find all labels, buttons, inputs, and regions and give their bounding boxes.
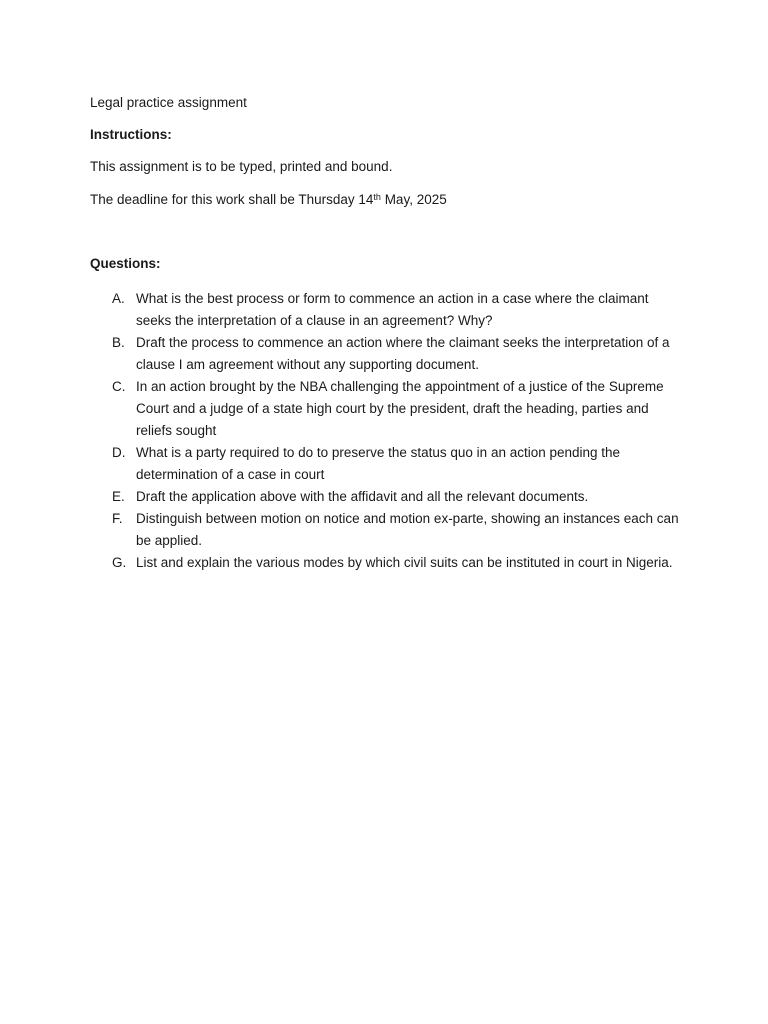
question-letter: G. bbox=[112, 555, 127, 570]
deadline-suffix: May, 2025 bbox=[380, 192, 447, 207]
questions-heading: Questions: bbox=[90, 256, 161, 271]
question-letter: B. bbox=[112, 335, 125, 350]
question-item bbox=[112, 332, 682, 376]
question-letter: E. bbox=[112, 489, 125, 504]
deadline-line bbox=[90, 191, 447, 209]
instructions-heading: Instructions: bbox=[90, 127, 172, 142]
question-letter: D. bbox=[112, 445, 126, 460]
question-item bbox=[112, 508, 682, 552]
question-letter: F. bbox=[112, 511, 123, 526]
question-letter: C. bbox=[112, 379, 126, 394]
question-text: What is the best process or form to commence an action in a case where the claimant seeks the interpretation of a clause in an agreement? Why? bbox=[136, 291, 649, 328]
question-text: Distinguish between motion on notice and motion ex-parte, showing an instances each can be applied. bbox=[136, 511, 679, 548]
document-title: Legal practice assignment bbox=[90, 95, 247, 110]
question-letter: A. bbox=[112, 291, 125, 306]
question-text: What is a party required to do to preserve the status quo in an action pending the determination of a case in court bbox=[136, 445, 621, 482]
question-text: Draft the application above with the affidavit and all the relevant documents. bbox=[136, 489, 589, 504]
instruction-line: This assignment is to be typed, printed and bound. bbox=[90, 159, 393, 174]
question-item bbox=[112, 486, 682, 508]
question-text: In an action brought by the NBA challenging the appointment of a justice of the Supreme Court and a judge of a state high court by the president, draft the heading, parties and reliefs sought bbox=[136, 379, 664, 438]
question-item bbox=[112, 552, 682, 574]
question-item bbox=[112, 376, 682, 442]
question-item bbox=[112, 442, 682, 486]
question-text: List and explain the various modes by which civil suits can be instituted in court in Nigeria. bbox=[136, 555, 673, 570]
deadline-superscript: th bbox=[373, 192, 381, 202]
question-item bbox=[112, 288, 682, 332]
question-text: Draft the process to commence an action where the claimant seeks the interpretation of a clause I am agreement without any supporting document. bbox=[136, 335, 670, 372]
deadline-prefix: The deadline for this work shall be Thursday 14 bbox=[90, 192, 374, 207]
questions-list bbox=[112, 288, 682, 574]
